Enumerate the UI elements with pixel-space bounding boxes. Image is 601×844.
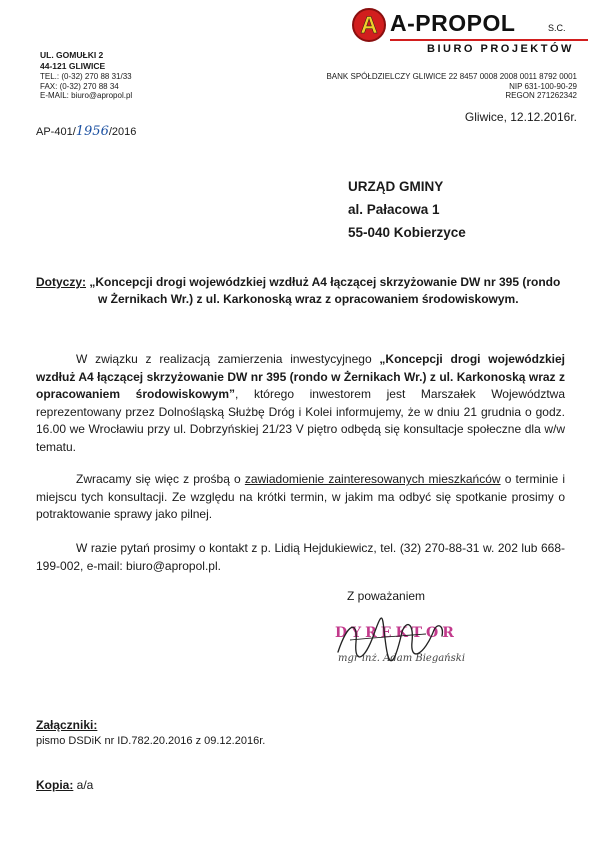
recipient-street: al. Pałacowa 1 [348, 202, 440, 217]
attachment-item: pismo DSDiK nr ID.782.20.2016 z 09.12.2016r. [36, 735, 266, 747]
closing-regards: Z poważaniem [347, 589, 426, 603]
copy-note [36, 778, 93, 792]
regon-number: REGON 271262342 [505, 91, 577, 100]
letter-subject [36, 274, 565, 308]
reference-suffix: /2016 [108, 126, 137, 138]
attachments-label: Załączniki: [36, 718, 98, 732]
logo-divider [390, 39, 588, 41]
underlined-request: zawiadomienie zainteresowanych mieszkańców [244, 472, 501, 486]
logo-company-type: S.C. [548, 23, 566, 33]
copy-value: a/a [73, 778, 94, 792]
bank-account: BANK SPÓŁDZIELCZY GLIWICE 22 8457 0008 2008 0011 8792 0001 [326, 72, 577, 81]
director-stamp-title: DYREKTOR [335, 625, 458, 641]
logo-a-mark-icon: A [352, 8, 386, 42]
recipient-city: 55-040 Kobierzyce [348, 225, 466, 240]
letter-date: Gliwice, 12.12.2016r. [464, 110, 577, 124]
body-paragraph-3: W razie pytań prosimy o kontakt z p. Lidią Hejdukiewicz, tel. (32) 270-88-31 w. 202 lub 668-199-002, e-mail: biuro@apropol.pl. [36, 541, 565, 573]
subject-line-1: „Koncepcji drogi wojewódzkiej wzdłuż A4 łączącej skrzyżowanie DW nr 395 (rondo [86, 275, 561, 289]
recipient-address [348, 175, 466, 244]
reference-number [36, 124, 136, 139]
sender-fax: FAX: (0-32) 270 88 34 [40, 81, 119, 91]
recipient-name: URZĄD GMINY [348, 179, 444, 194]
sender-bank-info [326, 72, 577, 101]
logo-subtitle: BIURO PROJEKTÓW [427, 43, 574, 55]
logo-brand-name: A-PROPOL [390, 10, 516, 36]
sender-tel: TEL.: (0-32) 270 88 31/33 [40, 72, 132, 81]
subject-line-2: w Żernikach Wr.) z ul. Karkonoską wraz z opracowaniem środowiskowym. [98, 292, 519, 306]
reference-handwritten: 1956 [75, 124, 109, 139]
company-logo [352, 8, 592, 55]
sender-email: E-MAIL: biuro@apropol.pl [40, 91, 133, 100]
sender-address [40, 50, 105, 72]
director-stamp-name: mgr inż. Adam Biegański [338, 653, 466, 664]
project-name: „Koncepcji drogi wojewódzkiej wzdłuż A4 łączącej skrzyżowanie DW nr 395 (rondo w Żernikach Wr.) z ul. Karkonoską wraz z opracowaniem środowiskowym” [36, 352, 565, 401]
nip-number: NIP 631-100-90-29 [509, 81, 577, 91]
sender-street: UL. GOMUŁKI 2 [40, 50, 104, 60]
copy-label: Kopia: [36, 778, 74, 792]
body-paragraph-2: Zwracamy się więc z prośbą o zawiadomienie zainteresowanych mieszkańców o terminie i miejscu tych konsultacji. Ze względu na krótki termin, w jakim ma odbyć się spotkanie prosimy o potraktowanie sprawy jako pilnej. [36, 472, 565, 521]
reference-prefix: AP-401/ [36, 126, 76, 138]
handwritten-signature-icon [330, 612, 450, 668]
sender-contact [40, 72, 132, 101]
sender-city: 44-121 GLIWICE [40, 61, 106, 71]
subject-label: Dotyczy: [36, 275, 87, 289]
body-paragraph-1: W związku z realizacją zamierzenia inwestycyjnego „Koncepcji drogi wojewódzkiej wzdłuż A4 łączącej skrzyżowanie DW nr 395 (rondo w Żernikach Wr.) z ul. Karkonoską wraz z opracowaniem środowiskowym”, którego inwestorem jest Marszałek Województwa reprezentowany przez Dolnośląską Służbę Dróg i Kolei informujemy, że w dniu 21 grudnia o godz. 16.00 we Wrocławiu przy ul. Dobrzyńskiej 21/23 V piętro odbędą się konsultacje społeczne dla w/w tematu. [36, 352, 566, 454]
